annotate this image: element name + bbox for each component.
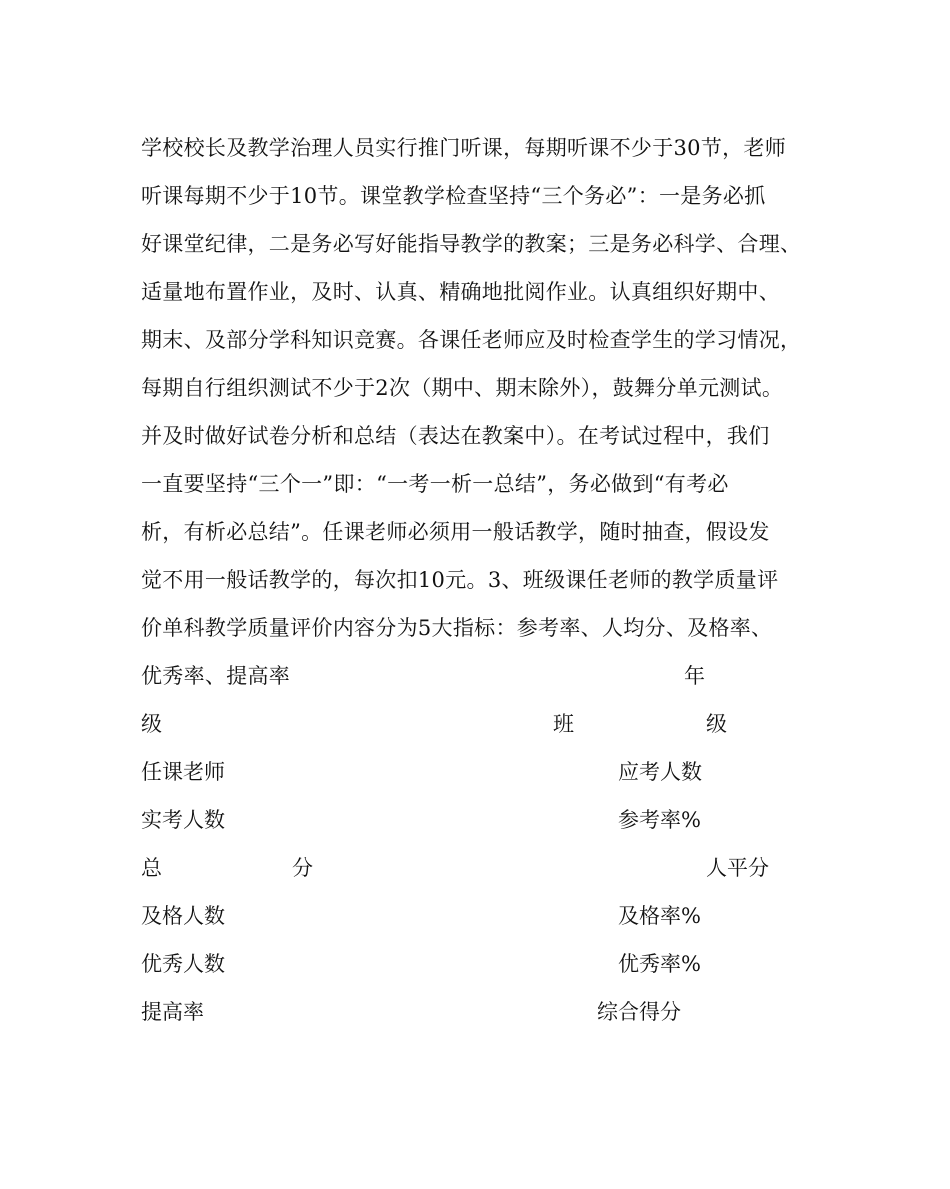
form-label-improve-rate: 提高率 bbox=[141, 1000, 204, 1024]
paragraph-line: 析，有析必总结”。任课老师必须用一般话教学，随时抽查，假设发 bbox=[141, 520, 770, 544]
paragraph-line: 并及时做好试卷分析和总结（表达在教案中）。在考试过程中，我们 bbox=[141, 424, 770, 448]
paragraph-line: 每期自行组织测试不少于2次（期中、期末除外），鼓舞分单元测试。 bbox=[141, 376, 784, 400]
paragraph-line: 觉不用一般话教学的，每次扣10元。3、班级课任老师的教学质量评 bbox=[141, 568, 779, 592]
form-label-composite-score: 综合得分 bbox=[597, 1000, 681, 1024]
paragraph-line: 听课每期不少于10节。课堂教学检查坚持“三个务必”：一是务必抓 bbox=[141, 184, 766, 208]
form-label-total-fen: 分 bbox=[292, 856, 313, 880]
form-label-total-zong: 总 bbox=[141, 856, 162, 880]
form-label-actual-count: 实考人数 bbox=[141, 808, 225, 832]
paragraph-line: 好课堂纪律，二是务必写好能指导教学的教案；三是务必科学、合理、 bbox=[141, 232, 802, 256]
paragraph-line: 期末、及部分学科知识竞赛。各课任老师应及时检查学生的学习情况， bbox=[141, 328, 802, 352]
form-label-should-count: 应考人数 bbox=[618, 760, 702, 784]
form-label-nian: 年 bbox=[684, 664, 705, 688]
form-label-pass-count: 及格人数 bbox=[141, 904, 225, 928]
form-label-ji-right: 级 bbox=[706, 712, 727, 736]
form-label-ji: 级 bbox=[141, 712, 162, 736]
paragraph-line: 优秀率、提高率 bbox=[141, 664, 291, 688]
form-label-avg-score: 人平分 bbox=[706, 856, 769, 880]
form-label-excellent-rate: 优秀率% bbox=[618, 952, 701, 976]
paragraph-line: 价单科教学质量评价内容分为5大指标：参考率、人均分、及格率、 bbox=[141, 616, 773, 640]
form-label-teacher: 任课老师 bbox=[141, 760, 225, 784]
form-label-participation-rate: 参考率% bbox=[618, 808, 701, 832]
paragraph-line: 一直要坚持“三个一”即：“一考一析一总结”，务必做到“有考必 bbox=[141, 472, 729, 496]
paragraph-line: 学校校长及教学治理人员实行推门听课，每期听课不少于30节，老师 bbox=[141, 136, 787, 160]
form-label-pass-rate: 及格率% bbox=[618, 904, 701, 928]
paragraph-line: 适量地布置作业，及时、认真、精确地批阅作业。认真组织好期中、 bbox=[141, 280, 780, 304]
form-label-excellent-count: 优秀人数 bbox=[141, 952, 225, 976]
form-label-ban: 班 bbox=[553, 712, 574, 736]
